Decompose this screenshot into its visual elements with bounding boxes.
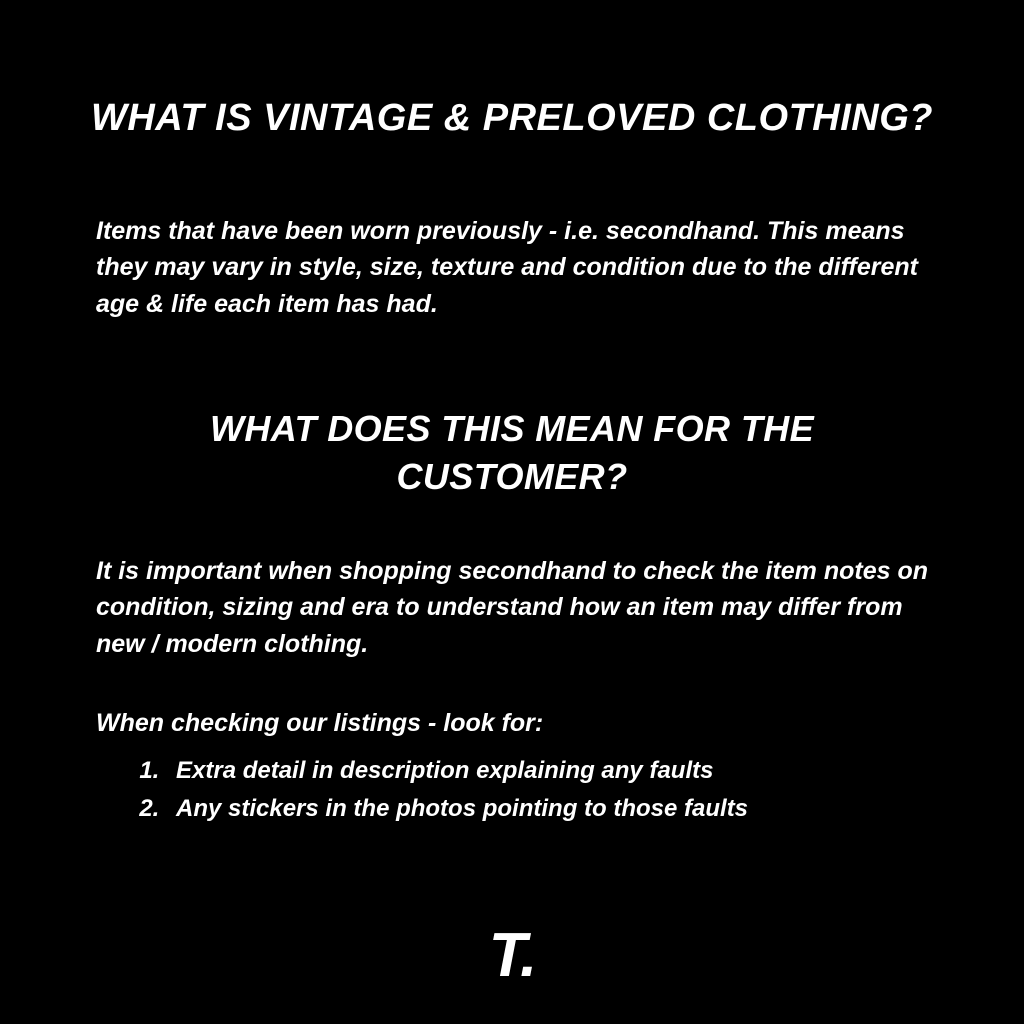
- brand-logo: T.: [488, 921, 536, 990]
- list-item: 2. Any stickers in the photos pointing to those faults: [166, 790, 986, 828]
- customer-paragraph: It is important when shopping secondhand to check the item notes on condition, sizing and era to understand how an item may differ from new / modern clothing.: [96, 557, 929, 658]
- checklist-intro: When checking our listings - look for:: [96, 709, 544, 737]
- list-item: 1. Extra detail in description explaining any faults: [166, 752, 986, 790]
- page-title: WHAT IS VINTAGE & PRELOVED CLOTHING?: [90, 97, 934, 140]
- section-heading-customer: WHAT DOES THIS MEAN FOR THE CUSTOMER?: [209, 407, 815, 498]
- checklist: [118, 752, 986, 829]
- intro-paragraph: Items that have been worn previously - i.e. secondhand. This means they may vary in style, size, texture and condition due to the different age & life each item has had.: [96, 217, 918, 318]
